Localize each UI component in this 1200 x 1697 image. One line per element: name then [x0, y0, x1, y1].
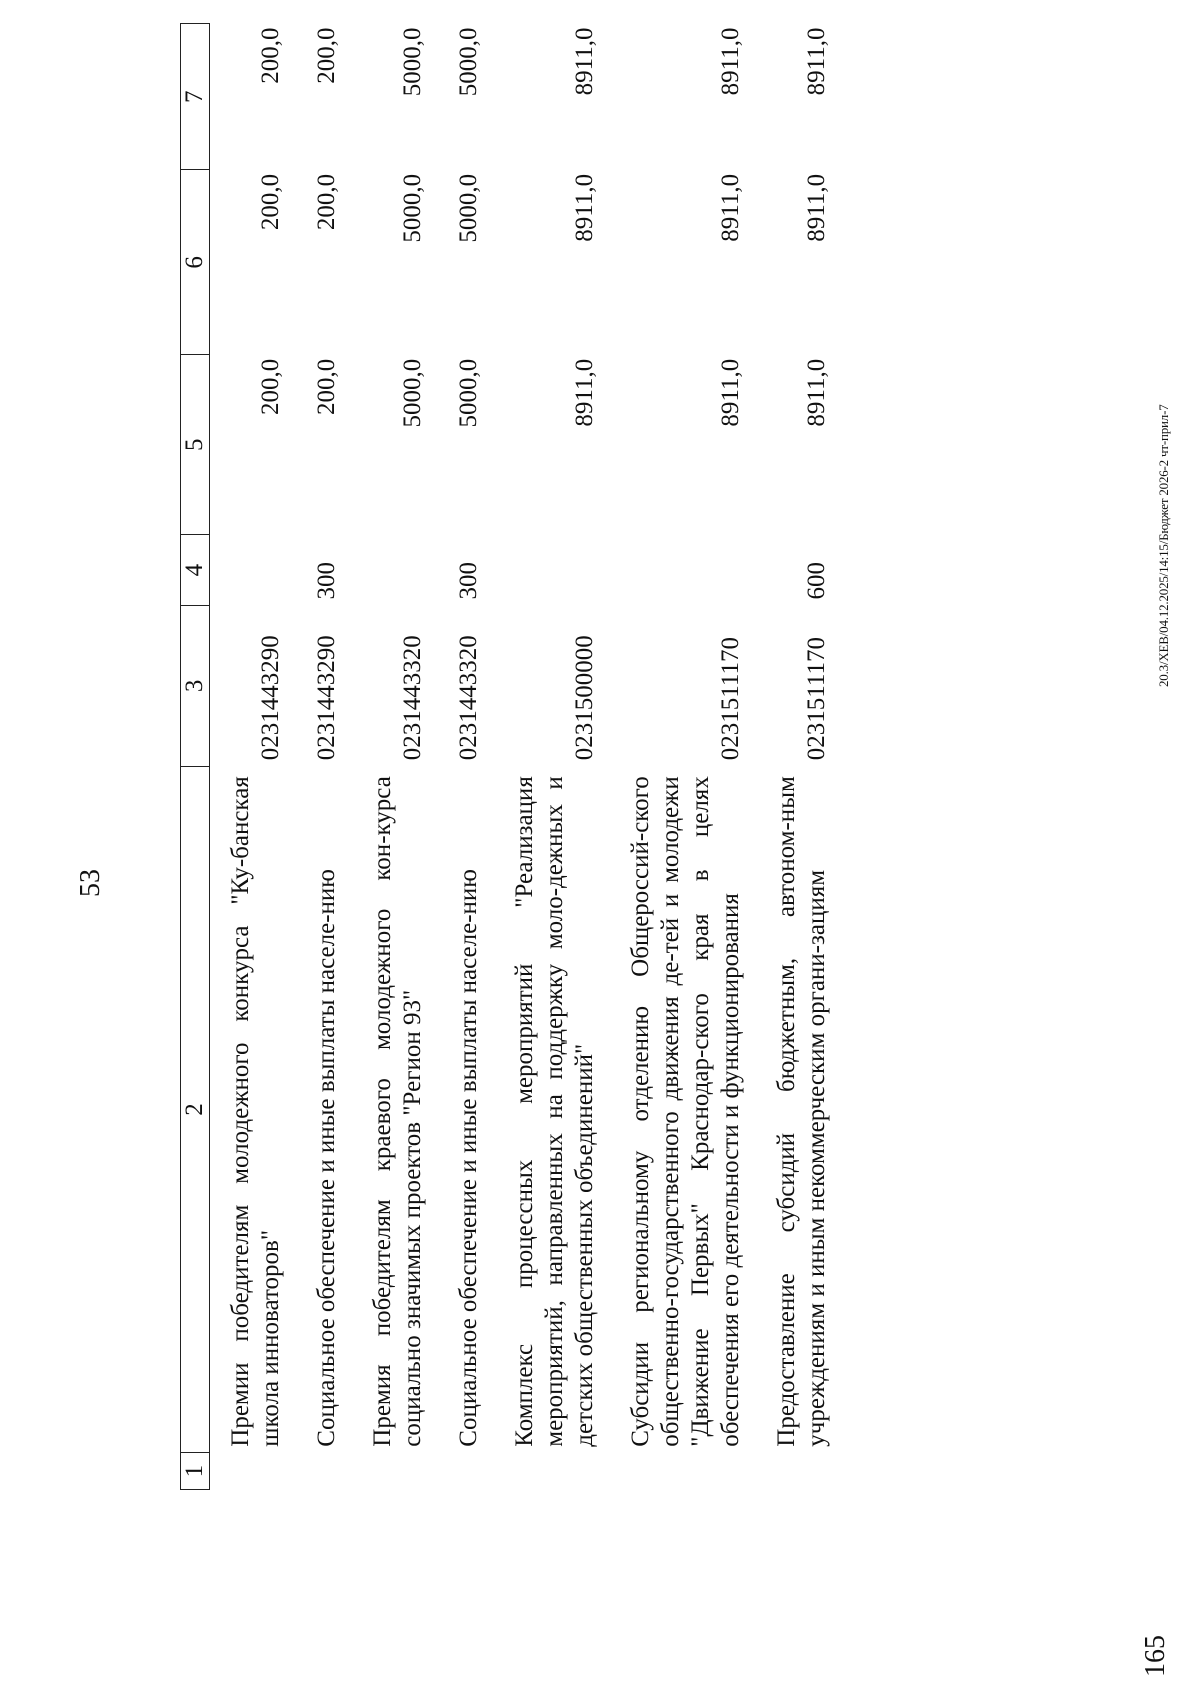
table-row [296, 24, 352, 1490]
cell-expense-type: 300 [313, 561, 340, 600]
header-col-3: 3 [181, 605, 210, 766]
cell-name: Премии победителям молодежного конкурса "Ку-банская школа инноваторов" [227, 776, 284, 1447]
cell-value-6: 8911,0 [803, 173, 830, 242]
cell-expense-type: 300 [455, 561, 482, 600]
cell-name: Социальное обеспечение и иные выплаты населе-нию [455, 869, 482, 1447]
cell-expense-type: 600 [803, 561, 830, 600]
cell-code: 0231511170 [803, 637, 830, 761]
cell-value-5: 8911,0 [717, 358, 744, 427]
cell-num [756, 1453, 842, 1490]
cell-value-6: 5000,0 [455, 173, 482, 243]
cell-num [352, 1453, 438, 1490]
cell-value-7: 8911,0 [717, 27, 744, 96]
header-col-6: 6 [181, 170, 210, 355]
cell-value-5: 200,0 [257, 358, 284, 416]
page-number-top: 53 [75, 869, 106, 897]
cell-code: 0231511170 [717, 637, 744, 761]
cell-name: Предоставление субсидий бюджетным, автоном-ным учреждениям и иным некоммерческим органи-зациям [773, 776, 830, 1447]
cell-value-7: 5000,0 [399, 27, 426, 97]
cell-code: 0231443320 [399, 635, 426, 761]
cell-value-5: 8911,0 [571, 358, 598, 427]
cell-name: Субсидии региональному отделению Общероссий-ского общественно-государственного движения де-тей и молодежи "Движение Первых" Краснодар-ского края в целях обеспечения его деятельности и функционирования [627, 776, 744, 1447]
cell-code: 0231500000 [571, 635, 598, 761]
header-col-7: 7 [181, 24, 210, 170]
cell-value-7: 200,0 [257, 27, 284, 84]
header-col-2: 2 [181, 766, 210, 1453]
cell-expense-type [494, 535, 610, 606]
cell-value-5: 200,0 [313, 358, 340, 416]
table-row [494, 24, 610, 1490]
document-footer-code: 20.3/ХЕВ/04.12.2025/14:15/Бюджет 2026-2 чт-прил-7 [1156, 404, 1171, 687]
table-row [756, 24, 842, 1490]
header-col-1: 1 [181, 1453, 210, 1490]
cell-name: Социальное обеспечение и иные выплаты населе-нию [313, 869, 340, 1447]
cell-value-6: 200,0 [313, 173, 340, 231]
cell-value-5: 5000,0 [455, 358, 482, 428]
table-row [210, 24, 297, 1490]
cell-value-7: 8911,0 [571, 27, 598, 96]
page-number-bottom [1140, 1635, 1172, 1677]
cell-expense-type [210, 535, 297, 606]
cell-num [296, 1453, 352, 1490]
cell-num [438, 1453, 494, 1490]
cell-value-5: 5000,0 [399, 358, 426, 428]
table-row [352, 24, 438, 1490]
table-row [438, 24, 494, 1490]
cell-value-6: 8911,0 [571, 173, 598, 242]
cell-name: Премия победителям краевого молодежного кон-курса социально значимых проектов "Регион 93" [369, 776, 426, 1447]
cell-num [610, 1453, 756, 1490]
header-col-5: 5 [181, 355, 210, 535]
cell-num [210, 1453, 297, 1490]
cell-code: 0231443290 [257, 635, 284, 761]
cell-value-7: 200,0 [313, 27, 340, 84]
cell-expense-type [610, 535, 756, 606]
cell-expense-type [352, 535, 438, 606]
header-col-4: 4 [181, 535, 210, 606]
cell-value-6: 8911,0 [717, 173, 744, 242]
cell-value-7: 8911,0 [803, 27, 830, 96]
cell-code: 0231443320 [455, 635, 482, 761]
page-number-bottom-text: 165 [1140, 1635, 1171, 1677]
cell-value-5: 8911,0 [803, 358, 830, 427]
cell-value-7: 5000,0 [455, 27, 482, 97]
table-row [610, 24, 756, 1490]
cell-value-6: 5000,0 [399, 173, 426, 243]
cell-code: 0231443290 [313, 635, 340, 761]
budget-table [180, 23, 842, 1490]
cell-name: Комплекс процессных мероприятий "Реализация мероприятий, направленных на поддержку моло-дежных и детских общественных объединений" [511, 776, 598, 1447]
table-header-row [181, 24, 210, 1490]
cell-num [494, 1453, 610, 1490]
cell-value-6: 200,0 [257, 173, 284, 231]
